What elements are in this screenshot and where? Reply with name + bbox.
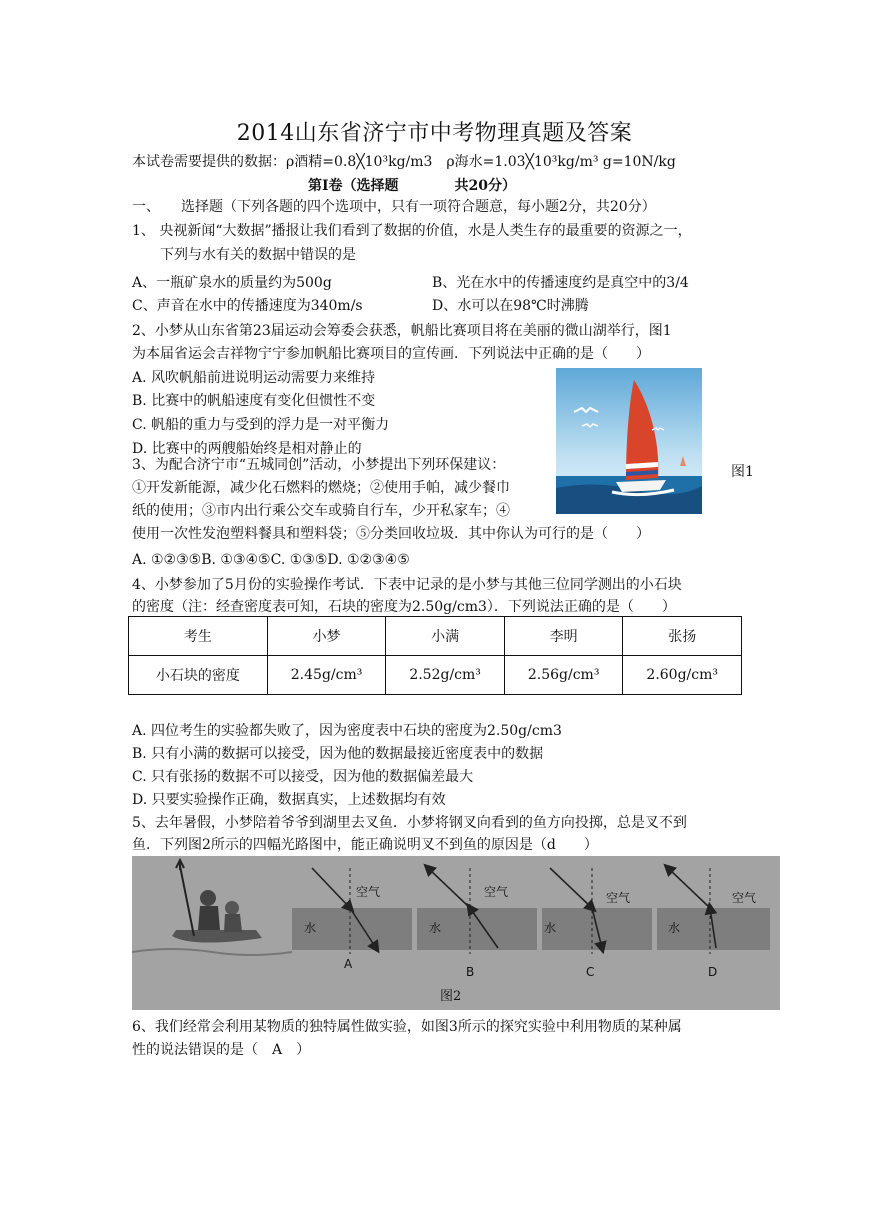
page-title: 2014山东省济宁市中考物理真题及答案 bbox=[236, 121, 633, 146]
air-label: 空气 bbox=[606, 891, 631, 905]
table-header-row bbox=[129, 617, 742, 656]
table-row bbox=[129, 656, 742, 695]
q5-stem-1: 5、去年暑假，小梦陪着爷爷到湖里去叉鱼．小梦将钢叉向看到的鱼方向投掷，总是叉不到 bbox=[132, 815, 687, 831]
option-label: A bbox=[344, 957, 353, 971]
q1-option-b: B、光在水中的传播速度约是真空中的3/4 bbox=[432, 275, 689, 291]
light-path-figure bbox=[132, 856, 780, 1010]
q4-option-a: A. 四位考生的实验都失败了，因为密度表中石块的密度为2.50g/cm3 bbox=[132, 723, 562, 739]
air-label: 空气 bbox=[484, 885, 509, 899]
q2-stem-2: 为本届省运会吉祥物宁宁参加帆船比赛项目的宣传画．下列说法中正确的是（ ） bbox=[132, 346, 650, 362]
q3-stem-4: 使用一次性发泡塑料餐具和塑料袋；⑤分类回收垃圾．其中你认为可行的是（ ） bbox=[132, 526, 650, 542]
air-label: 空气 bbox=[356, 885, 381, 899]
table-header-cell: 考生 bbox=[129, 617, 268, 656]
section-header: 第Ⅰ卷（选择题 共20分） bbox=[308, 178, 517, 194]
q2-option-b: B. 比赛中的帆船速度有变化但惯性不变 bbox=[132, 393, 376, 409]
figure-1-label: 图1 bbox=[731, 464, 754, 480]
q3-options: A. ①②③⑤B. ①③④⑤C. ①③⑤D. ①②③④⑤ bbox=[132, 552, 410, 568]
part-one-heading: 一、 选择题（下列各题的四个选项中，只有一项符合题意，每小题2分，共20分） bbox=[132, 199, 656, 215]
table-header-cell: 小梦 bbox=[267, 617, 386, 656]
q4-option-b: B. 只有小满的数据可以接受，因为他的数据最接近密度表中的数据 bbox=[132, 746, 544, 762]
q3-stem-2: ①开发新能源，减少化石燃料的燃烧；②使用手帕，减少餐巾 bbox=[132, 480, 510, 496]
q6-stem-2: 性的说法错误的是（ A ） bbox=[132, 1042, 311, 1058]
table-cell: 2.45g/cm³ bbox=[267, 656, 386, 695]
table-cell: 2.56g/cm³ bbox=[504, 656, 623, 695]
q1-option-c: C、声音在水中的传播速度为340m/s bbox=[132, 298, 363, 314]
table-header-cell: 张扬 bbox=[623, 617, 742, 656]
q2-option-a: A. 风吹帆船前进说明运动需要力来维持 bbox=[132, 370, 376, 386]
water-label: 水 bbox=[304, 921, 317, 935]
q1-stem-2: 下列与水有关的数据中错误的是 bbox=[160, 247, 356, 263]
q4-stem-2: 的密度（注：经查密度表可知，石块的密度为2.50g/cm3）．下列说法正确的是（ ） bbox=[132, 599, 676, 615]
q4-stem-1: 4、小梦参加了5月份的实验操作考试．下表中记录的是小梦与其他三位同学测出的小石块 bbox=[132, 577, 682, 593]
sailboat-figure bbox=[556, 368, 702, 514]
figure-2-caption: 图2 bbox=[440, 989, 462, 1004]
q4-option-c: C. 只有张扬的数据不可以接受，因为他的数据偏差最大 bbox=[132, 769, 474, 785]
q1-stem-1: 1、 央视新闻“大数据”播报让我们看到了数据的价值，水是人类生存的最重要的资源之一， bbox=[132, 223, 692, 239]
table-cell: 2.52g/cm³ bbox=[386, 656, 505, 695]
table-header-cell: 李明 bbox=[504, 617, 623, 656]
table-header-cell: 小满 bbox=[386, 617, 505, 656]
q6-stem-1: 6、我们经常会利用某物质的独特属性做实验，如图3所示的探究实验中利用物质的某种属 bbox=[132, 1019, 682, 1035]
air-label: 空气 bbox=[732, 891, 757, 905]
q1-option-a: A、一瓶矿泉水的质量约为500g bbox=[132, 275, 332, 291]
density-table bbox=[128, 616, 742, 695]
q5-stem-2: 鱼．下列图2所示的四幅光路图中，能正确说明叉不到鱼的原因是（d ） bbox=[132, 837, 598, 853]
water-label: 水 bbox=[544, 921, 557, 935]
q2-option-c: C. 帆船的重力与受到的浮力是一对平衡力 bbox=[132, 417, 390, 433]
q1-option-d: D、水可以在98℃时沸腾 bbox=[432, 298, 589, 314]
q4-option-d: D. 只要实验操作正确，数据真实，上述数据均有效 bbox=[132, 792, 446, 808]
q2-option-d: D. 比赛中的两艘船始终是相对静止的 bbox=[132, 441, 362, 457]
option-label: C bbox=[586, 965, 595, 979]
water-label: 水 bbox=[668, 921, 681, 935]
q3-stem-3: 纸的使用；③市内出行乘公交车或骑自行车，少开私家车；④ bbox=[132, 503, 510, 519]
given-data: 本试卷需要提供的数据：ρ酒精=0.8╳10³kg/m3 ρ海水=1.03╳10³kg/m³ g=10N/kg bbox=[132, 154, 676, 170]
table-cell: 2.60g/cm³ bbox=[623, 656, 742, 695]
option-label: B bbox=[466, 965, 475, 979]
water-label: 水 bbox=[429, 921, 442, 935]
q3-stem-1: 3、为配合济宁市“五城同创”活动，小梦提出下列环保建议： bbox=[132, 457, 506, 473]
q2-stem-1: 2、小梦从山东省第23届运动会筹委会获悉，帆船比赛项目将在美丽的微山湖举行，图1 bbox=[132, 323, 672, 339]
option-label: D bbox=[708, 965, 718, 979]
table-cell: 小石块的密度 bbox=[129, 656, 268, 695]
